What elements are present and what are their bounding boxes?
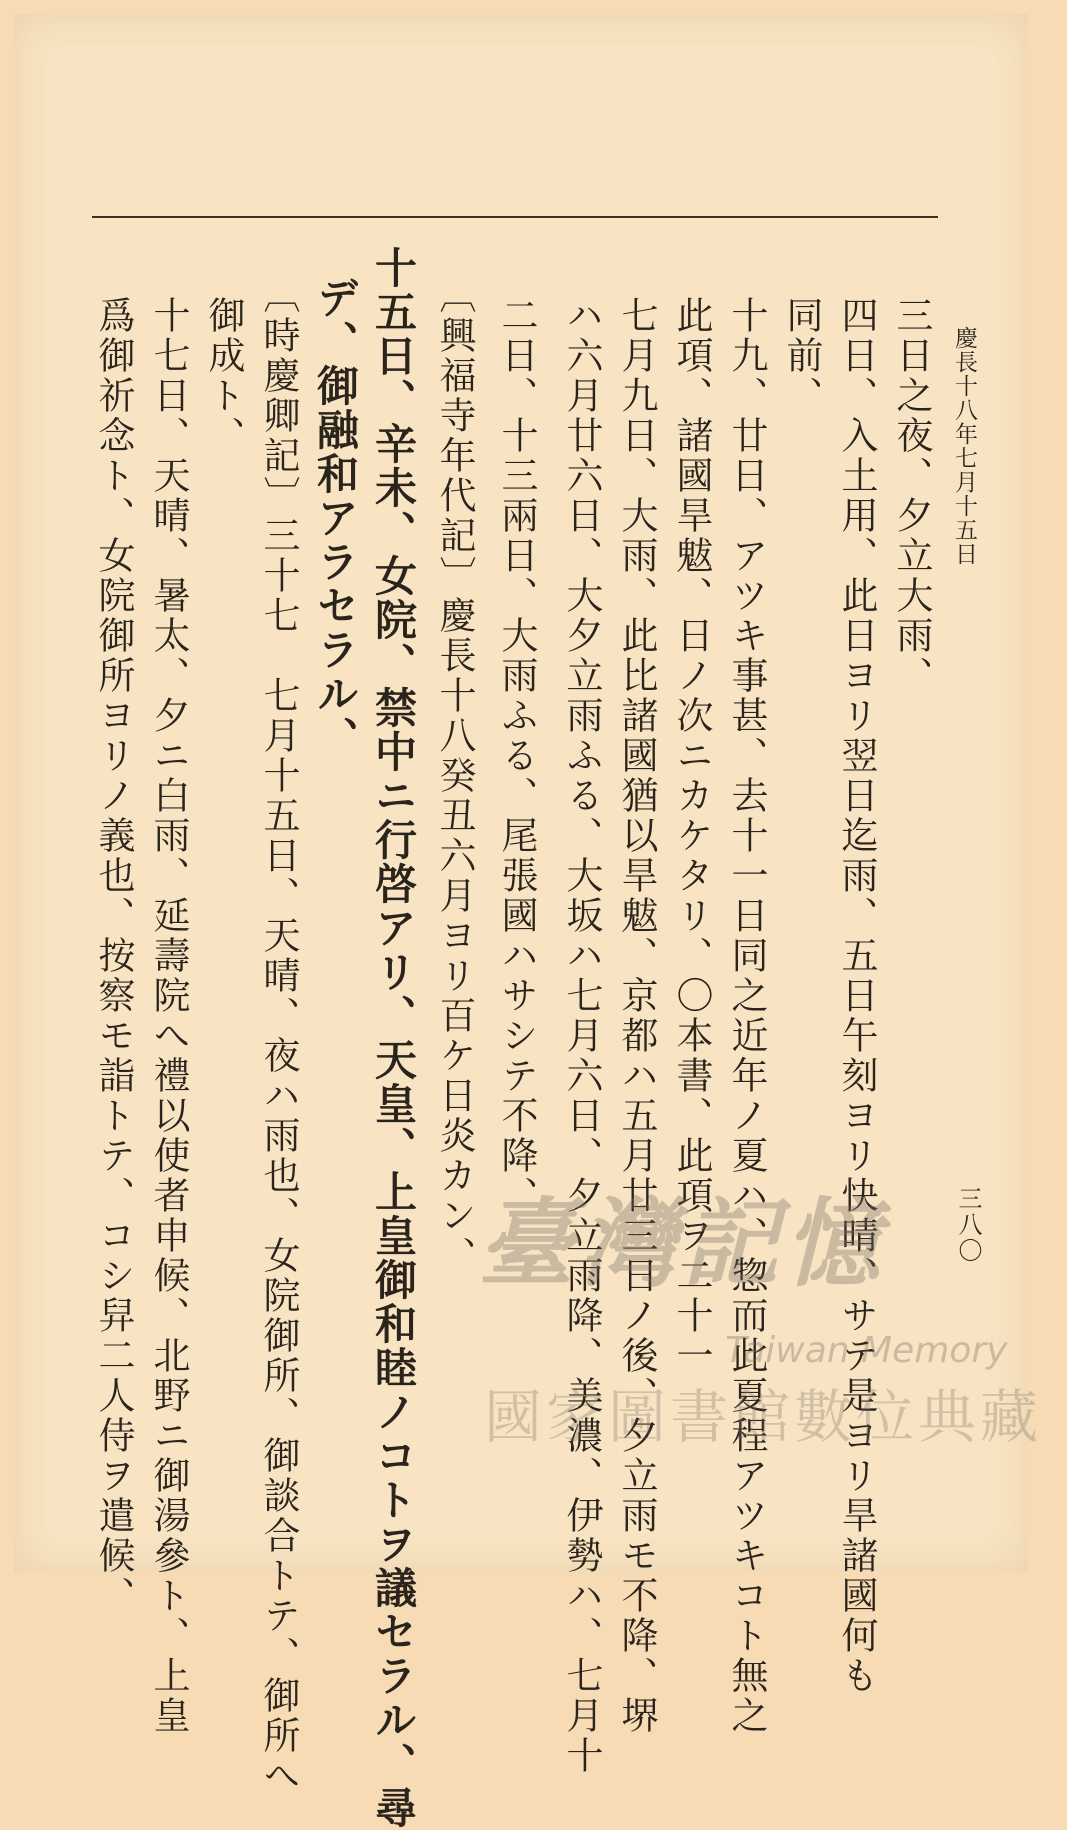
- watermark-logo: 臺灣記憶: [478, 1187, 886, 1300]
- entry-heading-cont: デ、御融和アラセラル、: [311, 276, 360, 760]
- running-title: 慶長十八年七月十五日: [951, 326, 977, 566]
- text-column-7: ハ六月廿六日、大夕立雨ふる、大坂ハ七月六日、夕立雨降、美濃、伊勢ハ、七月十: [560, 296, 603, 1776]
- header-rule: [92, 216, 938, 218]
- text-column-13: 御成ト、: [202, 296, 245, 456]
- source-citation-tokiyoshi: 〔時慶卿記〕三十七 七月十五日、天晴、夜ハ雨也、女院御所、御談合トテ、御所へ: [257, 276, 300, 1796]
- text-column-6: 七月九日、大雨、此比諸國猶以旱魃、京都ハ五月廿三日ノ後、夕立雨モ不降、堺: [615, 296, 658, 1736]
- page-number: 三八〇: [954, 1186, 982, 1264]
- text-column-15: 爲御祈念ト、女院御所ヨリノ義也、按察モ詣トテ、コシ舁二人侍ヲ遣候、: [92, 296, 135, 1616]
- text-column-1: 三日之夜、夕立大雨、: [890, 296, 933, 696]
- watermark-logo-english: Taiwan Memory: [725, 1330, 1008, 1371]
- watermark-library: 國家圖書館數位典藏: [484, 1383, 1043, 1451]
- text-column-3: 同前、: [780, 296, 823, 416]
- entry-heading-15th: 十五日、辛未、女院、禁中ニ行啓アリ、天皇、上皇御和睦ノコトヲ議セラル、尋: [369, 246, 418, 1830]
- text-column-5: 此項、諸國旱魃、日ノ次ニカケタリ、〇本書、此項ヲ二十一: [670, 296, 713, 1376]
- text-column-2: 四日、入土用、此日ヨリ翌日迄雨、五日午刻ヨリ快晴、サテ是ヨリ旱諸國何も: [835, 296, 878, 1696]
- source-citation-kofukuji: 〔興福寺年代記〕慶長十八癸丑六月ヨリ百ケ日炎カン、: [433, 276, 476, 1276]
- text-column-14: 十七日、天晴、暑太、夕ニ白雨、延壽院へ禮以使者申候、北野ニ御湯參ト、上皇: [147, 296, 190, 1736]
- text-column-8: 二日、十三兩日、大雨ふる、尾張國ハサシテ不降、: [495, 296, 538, 1216]
- text-column-4: 十九、廿日、アツキ事甚、去十一日同之近年ノ夏ハ、惣而此夏程アツキコト無之: [725, 296, 768, 1736]
